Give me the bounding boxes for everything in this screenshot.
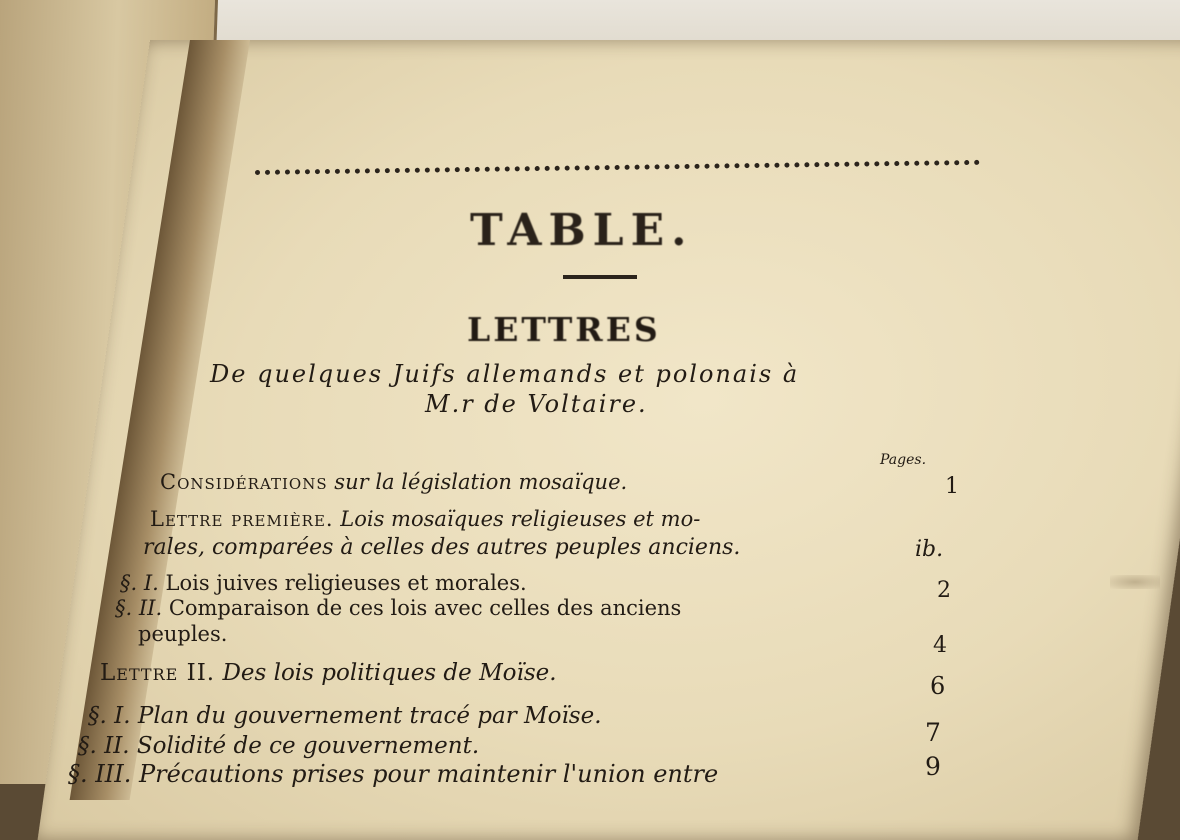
entry-text: Précautions prises pour maintenir l'union entre [138, 760, 719, 788]
toc-entry [88, 703, 602, 729]
toc-entry [150, 507, 700, 531]
section-heading: LETTRES [467, 310, 661, 349]
entry-text: sur la législation mosaïque. [334, 470, 628, 494]
entry-text: Lois mosaïques religieuses et mo- [340, 507, 701, 531]
entry-lead: Lettre II. [100, 660, 216, 686]
entry-lead: §. II. [78, 733, 130, 759]
entry-lead: §. I. [88, 703, 131, 729]
section-subtitle-line2: M.r de Voltaire. [425, 390, 648, 418]
entry-lead: §. III. [68, 760, 132, 788]
toc-entry [78, 733, 479, 759]
toc-entry [160, 470, 627, 494]
entry-text: Solidité de ce gouvernement. [136, 733, 480, 759]
toc-entry [115, 596, 681, 620]
entry-page: 1 [945, 474, 959, 499]
pages-column-header: Pages. [880, 452, 927, 468]
entry-page: ib. [915, 537, 944, 562]
entry-text: Plan du gouvernement tracé par Moïse. [137, 703, 602, 729]
entry-page: 2 [937, 578, 951, 603]
entry-text: Comparaison de ces lois avec celles des anciens [168, 596, 682, 620]
entry-text: Des lois politiques de Moïse. [222, 660, 557, 686]
entry-text: Lois juives religieuses et morales. [165, 571, 527, 595]
toc-entry [120, 571, 527, 595]
entry-text-continued: rales, comparées à celles des autres peuples anciens. [143, 535, 741, 560]
section-subtitle-line1: De quelques Juifs allemands et polonais à [210, 360, 800, 388]
entry-page: 7 [925, 718, 941, 747]
entry-page: 9 [925, 752, 941, 781]
entry-page: 6 [930, 672, 946, 700]
title-rule [563, 275, 637, 279]
entry-page: 4 [933, 633, 947, 658]
page-title: TABLE. [470, 205, 694, 256]
entry-lead: §. II. [115, 596, 163, 620]
entry-lead: §. I. [120, 571, 159, 595]
entry-lead: Considérations [160, 470, 328, 494]
paper-stain [1110, 575, 1160, 589]
toc-entry [100, 660, 557, 686]
entry-lead: Lettre première. [150, 507, 334, 531]
entry-text-continued: peuples. [138, 622, 228, 646]
